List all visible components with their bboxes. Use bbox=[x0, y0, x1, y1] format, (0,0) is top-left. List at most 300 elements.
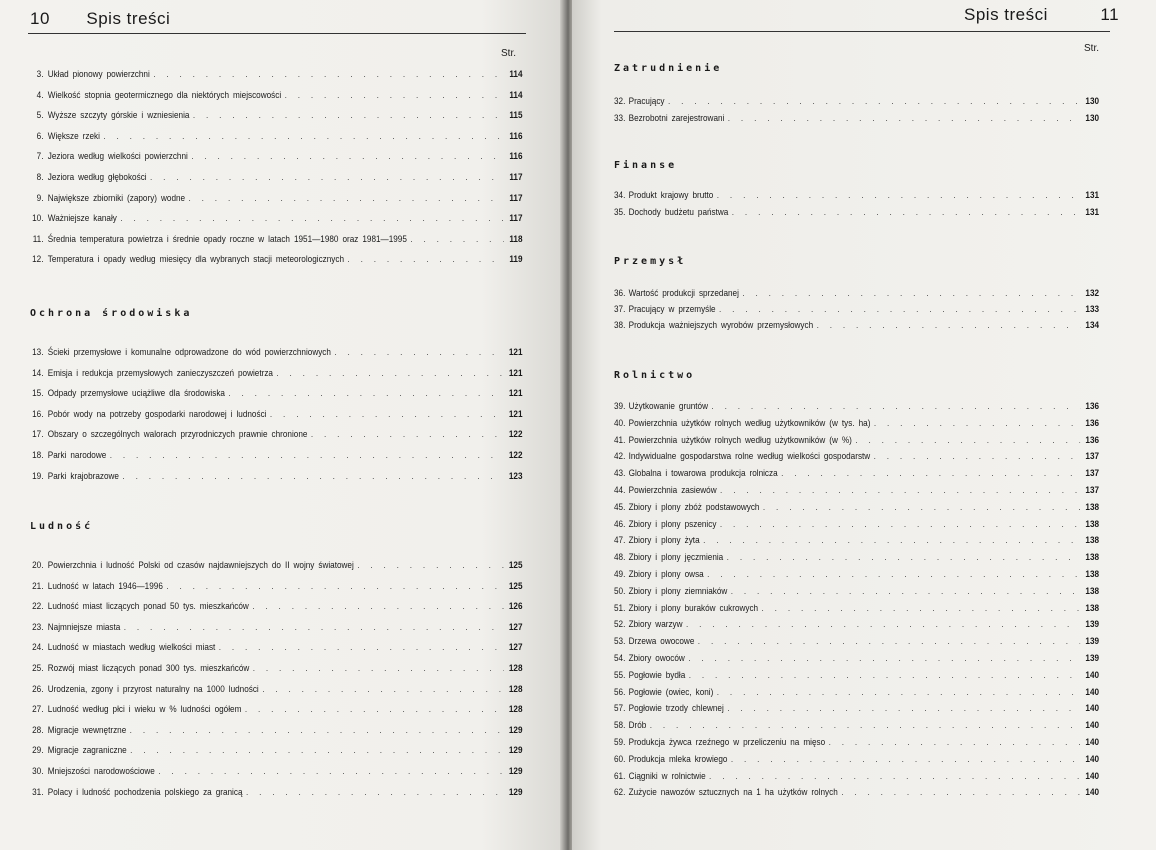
toc-entry-number: 17. bbox=[32, 429, 44, 441]
right-page-number: 11 bbox=[1100, 5, 1120, 24]
dot-leader bbox=[276, 368, 503, 380]
toc-entry-page: 121 bbox=[508, 367, 523, 379]
section-title-finanse: Finanse bbox=[614, 160, 678, 171]
toc-entry-page: 137 bbox=[1085, 468, 1100, 480]
toc-entry bbox=[614, 96, 1099, 108]
dot-leader bbox=[874, 418, 1080, 430]
left-head-title: Spis treści bbox=[86, 9, 171, 28]
toc-entry-page: 134 bbox=[1085, 320, 1100, 331]
toc-entry bbox=[28, 622, 523, 634]
dot-leader bbox=[689, 670, 1080, 682]
toc-entry-number: 16. bbox=[32, 408, 44, 420]
toc-entry bbox=[28, 193, 523, 205]
toc-entry bbox=[28, 766, 523, 778]
toc-entry-title: Większe rzeki bbox=[47, 130, 100, 142]
toc-entry-number: 24. bbox=[32, 642, 44, 654]
toc-entry-page: 138 bbox=[1085, 501, 1100, 513]
left-str-label: Str. bbox=[501, 48, 517, 59]
dot-leader bbox=[191, 151, 503, 163]
dot-leader bbox=[711, 401, 1080, 413]
toc-entry-title: Wartość produkcji sprzedanej bbox=[628, 288, 739, 299]
toc-entry-number: 50. bbox=[614, 585, 626, 597]
toc-entry-title: Produkcja mleka krowiego bbox=[628, 753, 728, 765]
dot-leader bbox=[130, 745, 503, 757]
dot-leader bbox=[717, 190, 1080, 202]
toc-entry-number: 59. bbox=[614, 737, 626, 748]
dot-leader bbox=[285, 90, 504, 102]
toc-entry bbox=[614, 190, 1099, 202]
toc-entry-title: Zbiory i plony jęczmienia bbox=[628, 552, 724, 564]
toc-entry-title: Pogłowie bydła bbox=[628, 669, 686, 681]
toc-entry-title: Obszary o szczególnych walorach przyrodniczych prawnie chronione bbox=[47, 429, 308, 441]
toc-entry-page: 129 bbox=[508, 766, 523, 777]
dot-leader bbox=[731, 586, 1080, 598]
toc-entry-number: 32. bbox=[614, 96, 626, 107]
right-running-head bbox=[964, 5, 1119, 25]
toc-entry-number: 25. bbox=[32, 663, 44, 674]
toc-entry-number: 57. bbox=[614, 703, 626, 715]
toc-entry-title: Odpady przemysłowe uciążliwe dla środowiska bbox=[47, 388, 225, 400]
toc-entry-title: Migracje wewnętrzne bbox=[47, 724, 127, 736]
toc-entry-number: 11. bbox=[32, 233, 44, 245]
toc-entry-title: Migracje zagraniczne bbox=[47, 745, 127, 757]
toc-entry bbox=[614, 519, 1099, 531]
toc-entry-number: 31. bbox=[32, 786, 44, 798]
toc-entry-title: Zbiory i plony zbóż podstawowych bbox=[628, 501, 760, 513]
dot-leader bbox=[153, 69, 503, 81]
toc-entry bbox=[28, 213, 523, 225]
toc-entry-number: 35. bbox=[614, 206, 626, 218]
toc-entry-page: 123 bbox=[508, 470, 523, 482]
toc-entry-page: 139 bbox=[1085, 636, 1100, 648]
toc-entry-title: Pobór wody na potrzeby gospodarki narodowej i ludności bbox=[47, 408, 267, 420]
dot-leader bbox=[270, 409, 504, 421]
toc-entry-number: 22. bbox=[32, 601, 44, 613]
toc-entry-title: Zbiory i plony pszenicy bbox=[628, 518, 717, 530]
dot-leader bbox=[720, 519, 1080, 531]
dot-leader bbox=[189, 193, 504, 205]
section-title-ludnosc: Ludność bbox=[30, 521, 94, 532]
right-str-label: Str. bbox=[1084, 43, 1100, 54]
toc-entry bbox=[28, 581, 523, 593]
toc-entry-page: 140 bbox=[1085, 737, 1100, 748]
toc-entry bbox=[28, 368, 523, 380]
toc-entry-number: 40. bbox=[614, 417, 626, 429]
toc-entry bbox=[28, 234, 523, 246]
toc-entry bbox=[28, 725, 523, 737]
toc-entry bbox=[614, 401, 1099, 413]
toc-entry-page: 136 bbox=[1085, 417, 1100, 429]
toc-entry bbox=[28, 642, 523, 654]
dot-leader bbox=[703, 535, 1080, 547]
toc-entry bbox=[614, 468, 1099, 480]
toc-entry bbox=[28, 704, 523, 716]
toc-entry-page: 121 bbox=[508, 388, 523, 400]
toc-entry-title: Zbiory owoców bbox=[628, 653, 685, 664]
dot-leader bbox=[762, 603, 1081, 615]
toc-entry-number: 12. bbox=[32, 254, 44, 266]
toc-entry bbox=[614, 653, 1099, 665]
toc-entry-title: Rozwój miast liczących ponad 300 tys. mieszkańców bbox=[47, 663, 250, 674]
toc-entry-page: 128 bbox=[508, 704, 523, 716]
toc-entry-title: Drzewa owocowe bbox=[628, 636, 695, 648]
toc-entry bbox=[614, 670, 1099, 682]
toc-entry-number: 4. bbox=[36, 89, 44, 101]
toc-entry-page: 117 bbox=[509, 192, 523, 204]
toc-entry-title: Polacy i ludność pochodzenia polskiego za granicą bbox=[47, 786, 243, 798]
toc-entry-title: Ludność w latach 1946—1996 bbox=[47, 580, 163, 592]
toc-entry-page: 119 bbox=[509, 254, 523, 266]
toc-entry-number: 7. bbox=[36, 151, 44, 163]
dot-leader bbox=[668, 96, 1080, 108]
toc-entry-page: 121 bbox=[508, 347, 523, 358]
toc-entry-title: Temperatura i opady według miesięcy dla wybranych stacji meteorologicznych bbox=[47, 254, 344, 266]
toc-entry-page: 114 bbox=[509, 69, 523, 80]
toc-entry bbox=[614, 552, 1099, 564]
toc-entry-page: 139 bbox=[1085, 619, 1100, 631]
toc-entry-title: Najmniejsze miasta bbox=[47, 621, 121, 633]
toc-entry-page: 117 bbox=[509, 213, 523, 225]
toc-entry-number: 15. bbox=[32, 388, 44, 400]
toc-entry-number: 51. bbox=[614, 602, 626, 614]
toc-entry-title: Mniejszości narodowościowe bbox=[47, 766, 155, 777]
toc-entry bbox=[28, 745, 523, 757]
toc-entry-page: 140 bbox=[1085, 686, 1100, 698]
dot-leader bbox=[728, 113, 1080, 125]
toc-entry-page: 140 bbox=[1085, 720, 1100, 732]
toc-entry-page: 116 bbox=[509, 151, 523, 163]
dot-leader bbox=[150, 172, 504, 184]
toc-entry-title: Bezrobotni zarejestrowani bbox=[628, 112, 725, 124]
toc-entry-number: 19. bbox=[32, 470, 44, 482]
left-head-rule bbox=[28, 33, 526, 34]
toc-entry-title: Emisja i redukcja przemysłowych zanieczyszczeń powietrza bbox=[47, 367, 273, 379]
toc-entry-number: 34. bbox=[614, 190, 626, 201]
toc-entry-page: 132 bbox=[1085, 288, 1100, 299]
toc-entry-page: 116 bbox=[509, 130, 523, 142]
toc-entry-title: Drób bbox=[628, 720, 647, 732]
dot-leader bbox=[311, 429, 504, 441]
toc-entry-page: 115 bbox=[509, 110, 523, 122]
dot-leader bbox=[120, 213, 503, 225]
toc-entry-number: 61. bbox=[614, 770, 626, 782]
toc-entry-page: 114 bbox=[509, 89, 523, 101]
toc-entry-title: Zbiory i plony owsa bbox=[628, 569, 704, 580]
dot-leader bbox=[228, 388, 503, 400]
toc-entry-number: 60. bbox=[614, 753, 626, 765]
toc-entry-page: 125 bbox=[508, 560, 523, 571]
toc-entry-title: Powierzchnia użytków rolnych według użytkowników (w tys. ha) bbox=[628, 417, 871, 429]
toc-entry-number: 33. bbox=[614, 112, 626, 124]
toc-entry-page: 128 bbox=[508, 683, 523, 695]
toc-entry bbox=[28, 560, 523, 572]
toc-entry-number: 48. bbox=[614, 552, 626, 564]
left-page-number: 10 bbox=[30, 9, 50, 28]
dot-leader bbox=[193, 110, 504, 122]
toc-entry-page: 128 bbox=[508, 663, 523, 674]
dot-leader bbox=[103, 131, 503, 143]
toc-entry-page: 118 bbox=[509, 233, 523, 245]
toc-entry-page: 129 bbox=[508, 786, 523, 798]
toc-entry-title: Jeziora według głębokości bbox=[47, 172, 147, 183]
dot-leader bbox=[781, 468, 1080, 480]
toc-entry-page: 138 bbox=[1085, 585, 1100, 597]
dot-leader bbox=[253, 663, 504, 675]
toc-entry-title: Powierzchnia i ludność Polski od czasów najdawniejszych do II wojny światowej bbox=[47, 560, 354, 571]
toc-entry-title: Zużycie nawozów sztucznych na 1 ha użytków rolnych bbox=[628, 787, 838, 799]
toc-entry bbox=[614, 687, 1099, 699]
right-head-rule bbox=[614, 31, 1110, 32]
dot-leader bbox=[124, 622, 504, 634]
toc-entry-title: Parki krajobrazowe bbox=[47, 470, 119, 482]
toc-entry-number: 52. bbox=[614, 619, 626, 631]
toc-entry-page: 126 bbox=[508, 601, 523, 613]
toc-entry bbox=[28, 429, 523, 441]
toc-entry-title: Ścieki przemysłowe i komunalne odprowadzone do wód powierzchniowych bbox=[47, 347, 331, 358]
toc-entry-page: 122 bbox=[508, 429, 523, 441]
toc-entry-page: 127 bbox=[508, 621, 523, 633]
section-title-ochrona: Ochrona środowiska bbox=[30, 308, 193, 319]
right-head-title: Spis treści bbox=[964, 5, 1048, 24]
toc-entry-page: 137 bbox=[1085, 451, 1100, 463]
toc-entry bbox=[28, 601, 523, 613]
toc-entry-number: 44. bbox=[614, 485, 626, 496]
toc-entry bbox=[614, 207, 1099, 219]
toc-entry-page: 138 bbox=[1085, 552, 1100, 564]
toc-entry-number: 8. bbox=[36, 172, 44, 183]
dot-leader bbox=[122, 471, 503, 483]
toc-entry-page: 121 bbox=[508, 408, 523, 420]
toc-entry-number: 13. bbox=[32, 347, 44, 358]
toc-entry-page: 131 bbox=[1085, 206, 1100, 218]
toc-entry bbox=[28, 663, 523, 675]
toc-entry-page: 140 bbox=[1085, 787, 1100, 799]
toc-entry-page: 138 bbox=[1085, 569, 1100, 580]
toc-entry-number: 29. bbox=[32, 745, 44, 757]
toc-entry-number: 43. bbox=[614, 468, 626, 480]
dot-leader bbox=[727, 703, 1080, 715]
toc-entry-number: 45. bbox=[614, 501, 626, 513]
toc-entry bbox=[28, 388, 523, 400]
dot-leader bbox=[727, 552, 1080, 564]
dot-leader bbox=[688, 653, 1080, 665]
toc-entry-number: 49. bbox=[614, 569, 626, 580]
toc-entry-number: 18. bbox=[32, 450, 44, 461]
toc-entry-title: Średnia temperatura powietrza i średnie opady roczne w latach 1951—1980 oraz 1981—1995 bbox=[47, 233, 407, 245]
toc-entry bbox=[614, 418, 1099, 430]
toc-entry-page: 139 bbox=[1085, 653, 1100, 664]
toc-entry bbox=[28, 172, 523, 184]
toc-entry bbox=[28, 254, 523, 266]
toc-entry-page: 140 bbox=[1085, 770, 1100, 782]
toc-entry-number: 5. bbox=[36, 110, 44, 122]
dot-leader bbox=[855, 435, 1080, 447]
toc-entry-number: 23. bbox=[32, 621, 44, 633]
dot-leader bbox=[252, 601, 503, 613]
dot-leader bbox=[698, 636, 1080, 648]
toc-entry bbox=[614, 720, 1099, 732]
toc-entry-number: 28. bbox=[32, 724, 44, 736]
toc-entry-number: 37. bbox=[614, 304, 626, 315]
toc-entry-title: Produkt krajowy brutto bbox=[628, 190, 714, 201]
toc-entry bbox=[614, 603, 1099, 615]
section-title-przemysl: Przemysł bbox=[614, 256, 687, 267]
toc-entry-title: Indywidualne gospodarstwa rolne według wielkości gospodarstw bbox=[628, 451, 871, 463]
toc-entry-page: 127 bbox=[508, 642, 523, 654]
dot-leader bbox=[347, 254, 503, 266]
toc-entry-page: 130 bbox=[1085, 96, 1100, 107]
toc-entry bbox=[28, 409, 523, 421]
toc-entry-title: Układ pionowy powierzchni bbox=[47, 69, 150, 80]
toc-entry-number: 58. bbox=[614, 720, 626, 732]
toc-entry-number: 26. bbox=[32, 683, 44, 695]
toc-entry-number: 14. bbox=[32, 367, 44, 379]
dot-leader bbox=[763, 502, 1080, 514]
toc-entry-title: Ważniejsze kanały bbox=[47, 213, 117, 225]
toc-entry bbox=[28, 787, 523, 799]
left-page bbox=[0, 0, 566, 850]
dot-leader bbox=[817, 320, 1081, 332]
toc-entry-number: 46. bbox=[614, 518, 626, 530]
toc-entry-page: 138 bbox=[1085, 535, 1100, 547]
toc-entry-page: 136 bbox=[1085, 434, 1100, 446]
toc-entry bbox=[614, 737, 1099, 749]
toc-entry bbox=[614, 288, 1099, 300]
toc-entry-title: Produkcja ważniejszych wyrobów przemysłowych bbox=[628, 320, 814, 331]
toc-entry bbox=[614, 502, 1099, 514]
dot-leader bbox=[707, 569, 1080, 581]
toc-entry-number: 20. bbox=[32, 560, 44, 571]
left-running-head bbox=[30, 9, 170, 29]
dot-leader bbox=[262, 684, 503, 696]
toc-entry bbox=[614, 787, 1099, 799]
toc-entry-page: 122 bbox=[508, 450, 523, 461]
dot-leader bbox=[720, 485, 1080, 497]
toc-entry bbox=[28, 151, 523, 163]
toc-entry-number: 27. bbox=[32, 704, 44, 716]
dot-leader bbox=[650, 720, 1080, 732]
toc-entry-number: 38. bbox=[614, 320, 626, 331]
toc-entry-title: Jeziora według wielkości powierzchni bbox=[47, 151, 188, 163]
toc-entry-number: 62. bbox=[614, 787, 626, 799]
toc-entry-title: Powierzchnia zasiewów bbox=[628, 485, 717, 496]
toc-entry-title: Pogłowie trzody chlewnej bbox=[628, 703, 724, 715]
toc-entry-title: Parki narodowe bbox=[47, 450, 107, 461]
toc-entry bbox=[614, 754, 1099, 766]
toc-entry-number: 53. bbox=[614, 636, 626, 648]
toc-entry bbox=[28, 347, 523, 359]
toc-entry-page: 125 bbox=[508, 580, 523, 592]
toc-entry-title: Pracujący bbox=[628, 96, 665, 107]
toc-entry-number: 10. bbox=[32, 213, 44, 225]
toc-entry-title: Dochody budżetu państwa bbox=[628, 206, 729, 218]
toc-entry-title: Produkcja żywca rzeźnego w przeliczeniu na mięso bbox=[628, 737, 826, 748]
toc-entry-page: 129 bbox=[508, 724, 523, 736]
toc-entry bbox=[28, 131, 523, 143]
toc-entry-page: 140 bbox=[1085, 669, 1100, 681]
dot-leader bbox=[245, 704, 504, 716]
section-title-rolnictwo: Rolnictwo bbox=[614, 370, 696, 381]
toc-entry-number: 21. bbox=[32, 580, 44, 592]
toc-entry bbox=[614, 485, 1099, 497]
dot-leader bbox=[686, 619, 1080, 631]
toc-entry bbox=[28, 90, 523, 102]
toc-entry-title: Ludność miast liczących ponad 50 tys. mieszkańców bbox=[47, 601, 249, 613]
toc-entry bbox=[28, 69, 523, 81]
toc-entry-number: 42. bbox=[614, 451, 626, 463]
right-page bbox=[572, 0, 1156, 850]
toc-entry-page: 138 bbox=[1085, 518, 1100, 530]
toc-entry-page: 138 bbox=[1085, 602, 1100, 614]
toc-entry-title: Zbiory i plony żyta bbox=[628, 535, 700, 547]
toc-entry-title: Ludność w miastach według wielkości miast bbox=[47, 642, 216, 654]
dot-leader bbox=[246, 787, 504, 799]
dot-leader bbox=[334, 347, 503, 359]
toc-entry-number: 56. bbox=[614, 686, 626, 698]
toc-entry bbox=[614, 586, 1099, 598]
toc-entry-title: Wielkość stopnia geotermicznego dla niektórych miejscowości bbox=[47, 89, 282, 101]
toc-entry-title: Pracujący w przemyśle bbox=[628, 304, 716, 315]
dot-leader bbox=[410, 234, 503, 246]
dot-leader bbox=[110, 450, 504, 462]
dot-leader bbox=[219, 642, 504, 654]
dot-leader bbox=[742, 288, 1080, 300]
toc-entry bbox=[614, 535, 1099, 547]
dot-leader bbox=[829, 737, 1081, 749]
toc-entry-number: 54. bbox=[614, 653, 626, 664]
toc-entry-number: 6. bbox=[36, 130, 44, 142]
toc-entry-page: 137 bbox=[1085, 485, 1100, 496]
dot-leader bbox=[841, 787, 1080, 799]
toc-entry-page: 140 bbox=[1085, 753, 1100, 765]
toc-entry-title: Powierzchnia użytków rolnych według użytkowników (w %) bbox=[628, 434, 852, 446]
toc-entry bbox=[614, 636, 1099, 648]
dot-leader bbox=[709, 771, 1080, 783]
toc-entry bbox=[614, 569, 1099, 581]
toc-entry-title: Ludność według płci i wieku w % ludności ogółem bbox=[47, 704, 242, 716]
dot-leader bbox=[732, 207, 1080, 219]
toc-entry bbox=[614, 320, 1099, 332]
toc-entry bbox=[614, 771, 1099, 783]
dot-leader bbox=[130, 725, 504, 737]
toc-entry-title: Zbiory warzyw bbox=[628, 619, 683, 631]
toc-entry-title: Pogłowie (owiec, koni) bbox=[628, 686, 714, 698]
toc-entry-number: 47. bbox=[614, 535, 626, 547]
toc-entry bbox=[614, 619, 1099, 631]
toc-entry-page: 117 bbox=[509, 172, 523, 183]
toc-entry bbox=[28, 684, 523, 696]
dot-leader bbox=[874, 451, 1080, 463]
toc-entry-number: 41. bbox=[614, 434, 626, 446]
dot-leader bbox=[158, 766, 503, 778]
toc-entry-number: 55. bbox=[614, 669, 626, 681]
dot-leader bbox=[717, 687, 1080, 699]
toc-entry bbox=[614, 451, 1099, 463]
toc-entry-title: Wyższe szczyty górskie i wzniesienia bbox=[47, 110, 190, 122]
toc-entry-number: 9. bbox=[36, 192, 44, 204]
dot-leader bbox=[357, 560, 503, 572]
toc-entry bbox=[614, 703, 1099, 715]
toc-entry bbox=[614, 304, 1099, 316]
toc-entry-title: Użytkowanie gruntów bbox=[628, 401, 708, 412]
dot-leader bbox=[719, 304, 1080, 316]
dot-leader bbox=[731, 754, 1080, 766]
toc-entry bbox=[614, 435, 1099, 447]
toc-entry-number: 39. bbox=[614, 401, 626, 412]
toc-entry-page: 133 bbox=[1085, 304, 1100, 315]
toc-entry-title: Globalna i towarowa produkcja rolnicza bbox=[628, 468, 778, 480]
toc-entry-page: 140 bbox=[1085, 703, 1100, 715]
